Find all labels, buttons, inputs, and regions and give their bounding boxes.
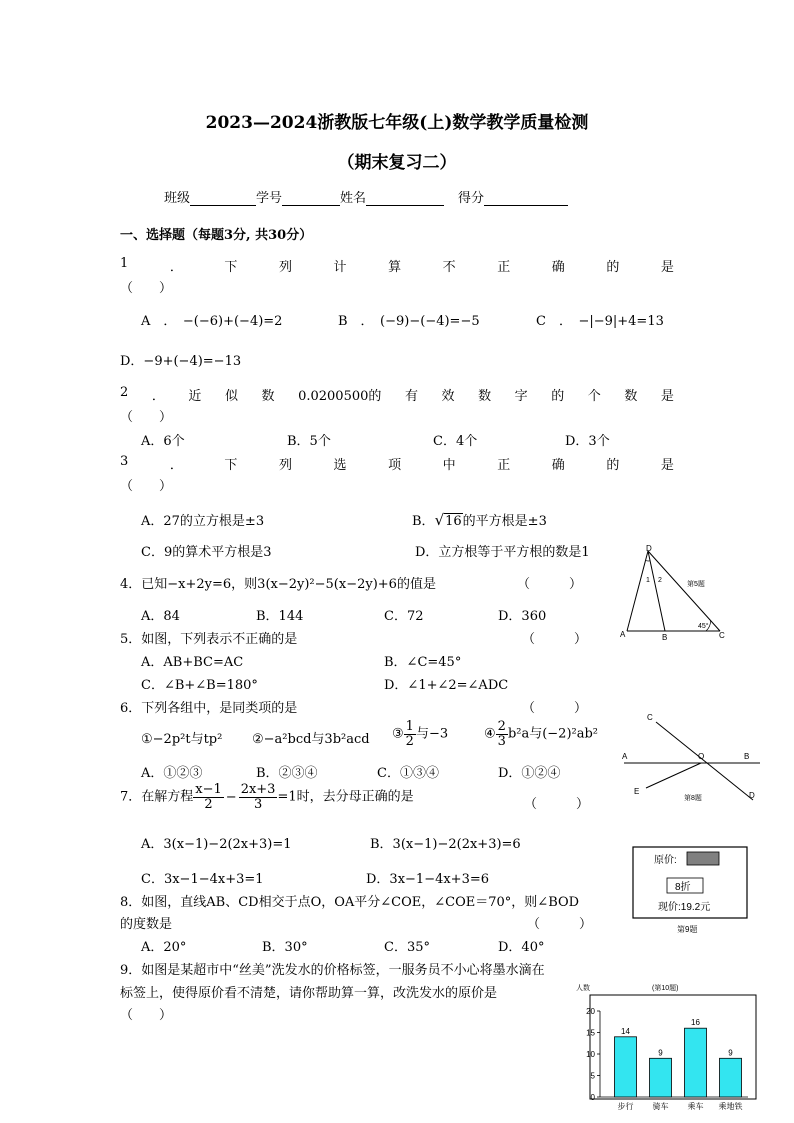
question-4-stem: 4．已知−x+2y=6，则3(x−2y)²−5(x−2y)+6的值是 — [120, 577, 436, 592]
fig5-label-c: C — [719, 631, 725, 640]
chart-bar — [685, 1028, 707, 1097]
question-2-stem: 2 ． 近 似 数 0.0200500的 有 效 数 字 的 个 数 是 — [120, 385, 674, 404]
q6-fraction-4: $\frac{2}{3}$ — [497, 719, 506, 749]
fig5-side-db — [648, 551, 665, 631]
fig8-label-a: A — [622, 752, 628, 761]
question-6-stem: 6．下列各组中，是同类项的是 — [120, 701, 298, 716]
q1-option-c[interactable]: C ． −|−9|+4=13 — [536, 314, 664, 329]
q7-option-b[interactable]: B．3(x−1)−2(2x+3)=6 — [370, 837, 521, 852]
chart-category-label: 步行 — [617, 1102, 634, 1111]
q5-option-b[interactable]: B．∠C=45° — [384, 655, 462, 670]
q8-option-d[interactable]: D．40° — [498, 940, 545, 955]
q7-option-a[interactable]: A．3(x−1)−2(2x+3)=1 — [141, 837, 292, 852]
fig8-label-b: B — [744, 752, 750, 761]
q3-sqrt-radicand: 16 — [445, 514, 462, 529]
score-blank[interactable] — [484, 192, 568, 206]
q6-item-2: ②−a²bcd与3b²acd — [252, 732, 370, 747]
q4-option-b[interactable]: B．144 — [256, 609, 304, 624]
page-subtitle: （期末复习二） — [337, 153, 457, 173]
class-label: 班级 — [164, 191, 191, 206]
question-8-stem-2: 的度数是 — [120, 917, 173, 932]
q2-option-b[interactable]: B．5个 — [287, 434, 331, 449]
question-5-paren: （ ） — [522, 632, 588, 647]
q6-item-4: ④ $\frac{2}{3}$ b²a与(−2)²ab² — [484, 719, 599, 749]
q5-option-c[interactable]: C．∠B+∠B=180° — [141, 678, 258, 693]
chart-category-label: 乘车 — [687, 1102, 704, 1111]
question-3-stem: 3 ． 下 列 选 项 中 正 确 的 是 — [120, 454, 674, 473]
fig8-caption: 第8题 — [684, 795, 702, 802]
q6-item-3: ③ $\frac{1}{2}$ 与−3 — [392, 719, 449, 749]
q3-option-d[interactable]: D．立方根等于平方根的数是1 — [415, 545, 590, 560]
figure-8-lines — [618, 708, 768, 808]
fig5-side-dc — [648, 551, 720, 631]
fig8-label-e: E — [634, 787, 640, 796]
question-7-stem: 7．在解方程 $\frac{x-1}{2}$ − $\frac{2x+3}{3}$ =1时，去分母正确的是 — [120, 782, 414, 812]
chart-y-tick-label: 15 — [586, 1028, 595, 1038]
fig8-ray-oe — [646, 763, 701, 788]
fig9-discount: 8折 — [675, 882, 691, 893]
q2-option-c[interactable]: C．4个 — [433, 434, 478, 449]
figure-5-triangle — [618, 543, 730, 643]
q6-option-b[interactable]: B．②③④ — [256, 766, 318, 781]
q8-option-c[interactable]: C．35° — [384, 940, 430, 955]
q5-option-a[interactable]: A．AB+BC=AC — [141, 655, 244, 670]
score-label: 得分 — [458, 191, 485, 206]
fig5-side-da — [627, 551, 648, 631]
chart-value-label: 9 — [728, 1048, 733, 1058]
chart-category-label: 骑车 — [652, 1102, 669, 1111]
figure-10-bar-chart — [568, 978, 764, 1116]
question-9-line-1: 9．如图是某超市中“丝美”洗发水的价格标签，一服务员不小心将墨水滴在 — [120, 963, 545, 978]
q8-option-a[interactable]: A．20° — [141, 940, 187, 955]
question-9-line-2: 标签上，使得原价看不清楚，请你帮助算一算，改洗发水的原价是 — [120, 986, 498, 1001]
q1-option-a[interactable]: A ． −(−6)+(−4)=2 — [141, 314, 283, 329]
q7-fraction-1: $\frac{x-1}{2}$ — [195, 782, 222, 812]
q3-option-c[interactable]: C．9的算术平方根是3 — [141, 545, 272, 560]
question-2-paren: （ ） — [120, 410, 173, 425]
fig5-label-b: B — [662, 633, 668, 642]
student-info-row — [164, 187, 568, 206]
id-label: 学号 — [256, 191, 283, 206]
chart-y-tick-label: 0 — [590, 1093, 595, 1102]
question-9-paren: （ ） — [120, 1008, 173, 1023]
q7-option-c[interactable]: C．3x−1−4x+3=1 — [141, 872, 264, 887]
chart-value-label: 14 — [621, 1026, 630, 1036]
q2-option-d[interactable]: D．3个 — [565, 434, 610, 449]
question-1-stem: 1 ． 下 列 计 算 不 正 确 的 是 — [120, 256, 674, 275]
q6-option-d[interactable]: D．①②④ — [498, 766, 561, 781]
chart-y-tick-label: 10 — [586, 1050, 595, 1059]
q6-fraction-3: $\frac{1}{2}$ — [405, 719, 414, 749]
chart-value-label: 16 — [691, 1018, 700, 1028]
q1-option-b[interactable]: B ． (−9)−(−4)=−5 — [338, 314, 480, 329]
fig5-label-1: 1 — [646, 577, 650, 584]
q6-option-c[interactable]: C．①③④ — [377, 766, 439, 781]
fig5-caption: 第5题 — [687, 581, 705, 588]
fig9-ink-blot — [687, 852, 719, 865]
question-5-stem: 5．如图，下列表示不正确的是 — [120, 632, 298, 647]
q1-option-d[interactable]: D．−9+(−4)=−13 — [120, 354, 242, 369]
fig9-orig-label: 原价: — [654, 855, 677, 866]
q3-option-b[interactable]: B．√16的平方根是±3 — [412, 511, 547, 529]
q3-option-a[interactable]: A．27的立方根是±3 — [141, 514, 265, 529]
question-3-paren: （ ） — [120, 479, 173, 494]
chart-category-label: 乘地铁 — [718, 1102, 743, 1111]
chart-y-tick-label: 5 — [590, 1071, 595, 1081]
q6-option-a[interactable]: A．①②③ — [141, 766, 203, 781]
name-label: 姓名 — [340, 191, 367, 206]
q4-option-a[interactable]: A．84 — [141, 609, 180, 624]
q7-option-d[interactable]: D．3x−1−4x+3=6 — [366, 872, 490, 887]
q7-fraction-2: $\frac{2x+3}{3}$ — [240, 782, 276, 812]
chart-title: (第10题) — [652, 985, 679, 992]
chart-bar — [650, 1058, 672, 1097]
q4-option-d[interactable]: D．360 — [498, 609, 547, 624]
q2-option-a[interactable]: A．6个 — [141, 434, 185, 449]
fig5-label-angle: 45° — [698, 623, 709, 630]
question-4-paren: （ ） — [517, 577, 583, 592]
page-title: 2023—2024浙教版七年级(上)数学教学质量检测 — [205, 113, 589, 133]
q6-item-1: ①−2p²t与tp² — [141, 732, 223, 747]
q5-option-d[interactable]: D．∠1+∠2=∠ADC — [384, 678, 509, 693]
chart-bar — [720, 1058, 742, 1097]
fig8-label-d: D — [749, 791, 755, 800]
id-blank[interactable] — [282, 192, 340, 206]
section-heading: 一、选择题（每题3分, 共30分） — [120, 228, 313, 243]
fig5-label-d: D — [646, 544, 652, 553]
q4-option-c[interactable]: C．72 — [384, 609, 424, 624]
fig5-label-a: A — [620, 630, 626, 639]
fig9-now-price: 现价:19.2元 — [658, 902, 711, 913]
question-8-paren: （ ） — [527, 917, 593, 932]
fig5-label-2: 2 — [658, 577, 662, 584]
question-6-paren: （ ） — [522, 701, 588, 716]
question-1-paren: （ ） — [120, 281, 173, 296]
figure-9-price-tag — [630, 844, 752, 936]
fig8-label-c: C — [647, 713, 653, 722]
question-8-stem: 8．如图，直线AB、CD相交于点O，OA平分∠COE，∠COE＝70°，则∠BOD — [120, 895, 580, 910]
chart-y-tick-label: 20 — [586, 1007, 595, 1016]
chart-ylabel: 人数 — [576, 985, 590, 992]
chart-bar — [615, 1037, 637, 1097]
fig8-line-cd — [656, 722, 753, 800]
class-blank[interactable] — [190, 192, 256, 206]
fig9-caption: 第9题 — [677, 925, 698, 934]
chart-value-label: 9 — [658, 1048, 663, 1058]
name-blank[interactable] — [366, 192, 444, 206]
question-7-paren: （ ） — [524, 797, 590, 812]
fig8-label-o: O — [698, 752, 705, 761]
q8-option-b[interactable]: B．30° — [262, 940, 308, 955]
